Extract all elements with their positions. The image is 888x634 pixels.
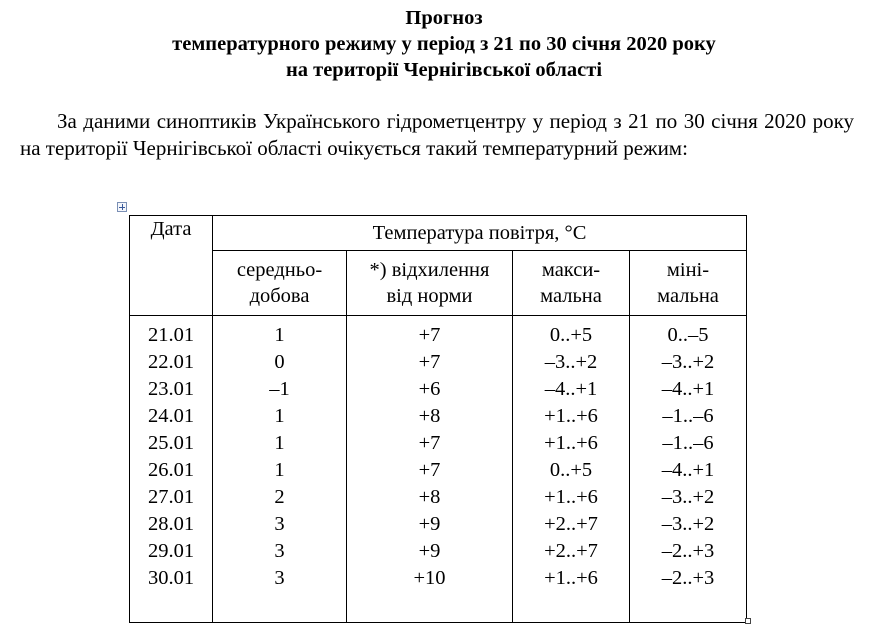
temperature-group-header: Температура повітря, °С xyxy=(213,216,747,251)
avg-column-header xyxy=(213,251,347,316)
min-cell: –2..+3 xyxy=(661,567,715,589)
avg-cell: 2 xyxy=(274,486,285,508)
dev-cell: +7 xyxy=(418,432,441,454)
avg-cell: 3 xyxy=(274,540,285,562)
dev-cell: +9 xyxy=(418,540,441,562)
date-cell: 25.01 xyxy=(147,432,195,454)
avg-cell: 0 xyxy=(274,351,285,373)
max-cell: 0..+5 xyxy=(549,324,593,346)
max-cell: +2..+7 xyxy=(544,513,598,535)
min-cell: –2..+3 xyxy=(661,540,715,562)
dev-cell: +7 xyxy=(418,351,441,373)
avg-cell: 1 xyxy=(274,432,285,454)
max-cell: +1..+6 xyxy=(544,567,598,589)
date-cell: 23.01 xyxy=(147,378,195,400)
forecast-table xyxy=(129,215,747,623)
avg-cell: –1 xyxy=(269,378,290,400)
dev-cell: +8 xyxy=(418,486,441,508)
title-line-1: Прогноз xyxy=(405,7,483,29)
min-header-line-1: міні- xyxy=(666,259,710,281)
deviation-header-line-1: *) відхилення xyxy=(369,259,490,281)
min-header-line-2: мальна xyxy=(657,285,719,307)
min-cell: –3..+2 xyxy=(661,486,715,508)
max-header-line-2: мальна xyxy=(540,285,602,307)
dev-cell: +9 xyxy=(418,513,441,535)
avg-cell: 1 xyxy=(274,324,285,346)
document-title xyxy=(0,5,888,83)
min-cell: –1..–6 xyxy=(662,405,714,427)
table-body-row xyxy=(130,316,747,623)
min-cell: 0..–5 xyxy=(667,324,709,346)
date-cell: 29.01 xyxy=(147,540,195,562)
min-cell: –1..–6 xyxy=(662,432,714,454)
min-cell: –4..+1 xyxy=(661,378,715,400)
intro-paragraph: За даними синоптиків Українського гідрометцентру у період з 21 по 30 січня 2020 року на території Чернігівської області очікується такий температурний режим: xyxy=(20,109,854,160)
max-cell: +1..+6 xyxy=(544,432,598,454)
avg-cell: 1 xyxy=(274,459,285,481)
date-cell: 28.01 xyxy=(147,513,195,535)
date-cell: 27.01 xyxy=(147,486,195,508)
date-cell: 21.01 xyxy=(147,324,195,346)
dev-cell: +7 xyxy=(418,459,441,481)
min-column-header xyxy=(630,251,747,316)
date-cell: 22.01 xyxy=(147,351,195,373)
table-subheader-row xyxy=(130,251,747,316)
max-cell: +2..+7 xyxy=(544,540,598,562)
date-cell: 26.01 xyxy=(147,459,195,481)
dev-cell: +8 xyxy=(418,405,441,427)
deviation-header-line-2: від норми xyxy=(386,285,473,307)
max-column xyxy=(513,316,630,623)
deviation-column xyxy=(347,316,513,623)
min-cell: –3..+2 xyxy=(661,513,715,535)
max-cell: 0..+5 xyxy=(549,459,593,481)
title-line-3: на території Чернігівської області xyxy=(285,59,603,81)
avg-cell: 3 xyxy=(274,567,285,589)
table-resize-handle[interactable] xyxy=(745,618,751,624)
avg-header-line-1: середньо- xyxy=(236,259,323,281)
dev-cell: +10 xyxy=(413,567,446,589)
max-cell: +1..+6 xyxy=(544,405,598,427)
min-cell: –3..+2 xyxy=(661,351,715,373)
min-cell: –4..+1 xyxy=(661,459,715,481)
max-header-line-1: макси- xyxy=(541,259,601,281)
deviation-column-header xyxy=(347,251,513,316)
date-column xyxy=(130,316,213,623)
max-cell: –3..+2 xyxy=(544,351,598,373)
dev-cell: +6 xyxy=(418,378,441,400)
min-column xyxy=(630,316,747,623)
date-cell: 30.01 xyxy=(147,567,195,589)
avg-column xyxy=(213,316,347,623)
date-column-header: Дата xyxy=(130,216,213,316)
avg-cell: 3 xyxy=(274,513,285,535)
table-header-row xyxy=(130,216,747,251)
date-cell: 24.01 xyxy=(147,405,195,427)
avg-header-line-2: добова xyxy=(249,285,310,307)
max-cell: –4..+1 xyxy=(544,378,598,400)
title-line-2: температурного режиму у період з 21 по 30 січня 2020 року xyxy=(172,33,716,55)
dev-cell: +7 xyxy=(418,324,441,346)
table-move-handle-icon[interactable] xyxy=(117,202,127,212)
max-cell: +1..+6 xyxy=(544,486,598,508)
max-column-header xyxy=(513,251,630,316)
avg-cell: 1 xyxy=(274,405,285,427)
